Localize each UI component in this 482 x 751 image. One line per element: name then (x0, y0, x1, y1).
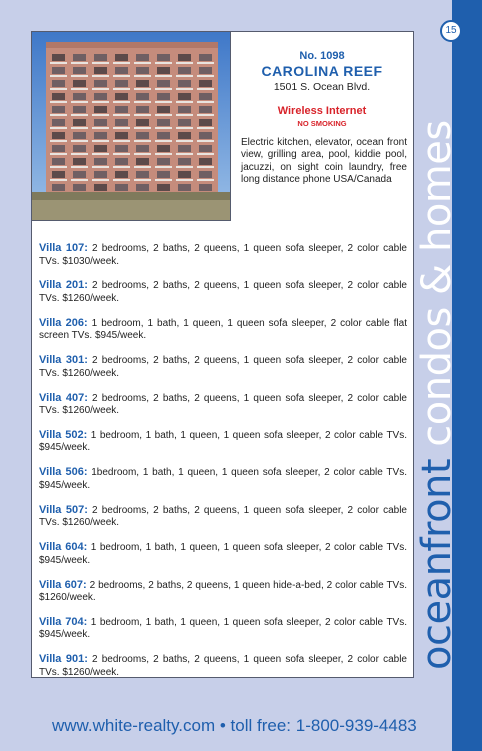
phone-label: toll free: (230, 716, 292, 735)
phone-number[interactable]: 1-800-939-4483 (295, 716, 417, 735)
villa-description: 1 bedroom, 1 bath, 1 queen, 1 queen sofa sleeper, 2 color cable flat screen TVs. $945/week. (39, 317, 407, 342)
villa-item (39, 242, 407, 279)
property-card (31, 31, 414, 678)
villa-name: Villa 407: (39, 391, 88, 404)
no-smoking-label: NO SMOKING (297, 119, 347, 128)
villa-name: Villa 301: (39, 354, 88, 367)
property-name: CAROLINA REEF (261, 63, 383, 79)
villa-name: Villa 506: (39, 466, 88, 479)
amenities-text: Electric kitchen, elevator, ocean front view, grilling area, pool, kiddie pool, jacuzzi, on sight coin laundry, free long distance phone USA/Canada (241, 137, 407, 185)
villa-name: Villa 502: (39, 428, 88, 441)
villa-item (39, 392, 407, 429)
section-title-vertical (414, 66, 460, 670)
page-number-badge: 15 (440, 20, 462, 42)
villa-name: Villa 201: (39, 279, 88, 292)
footer-separator: • (219, 716, 226, 735)
villa-item (39, 616, 407, 653)
villa-description: 1 bedroom, 1 bath, 1 queen, 1 queen sofa sleeper, 2 color cable TVs. $945/week. (39, 429, 407, 454)
villa-item (39, 429, 407, 466)
villa-item (39, 466, 407, 503)
villa-name: Villa 604: (39, 541, 88, 554)
villa-list (39, 242, 407, 691)
villa-description: 2 bedrooms, 2 baths, 2 queens, 1 queen sofa sleeper, 2 color cable TVs. $1260/week. (39, 654, 407, 678)
villa-item (39, 653, 407, 690)
villa-name: Villa 704: (39, 615, 88, 628)
property-number: No. 1098 (299, 50, 345, 62)
villa-item (39, 279, 407, 316)
footer-contact (52, 716, 417, 736)
website-link[interactable]: www.white-realty.com (52, 716, 216, 735)
villa-description: 1 bedroom, 1 bath, 1 queen, 1 queen sofa sleeper, 2 color cable TVs. $945/week. (39, 542, 407, 566)
villa-name: Villa 901: (39, 653, 88, 666)
villa-item (39, 317, 407, 354)
villa-name: Villa 507: (39, 503, 88, 516)
section-ampersand: & (414, 264, 460, 295)
section-word-condos: condos (414, 307, 460, 447)
villa-name: Villa 607: (39, 578, 87, 591)
villa-name: Villa 107: (39, 242, 88, 254)
section-word-homes: homes (414, 120, 460, 253)
villa-description: 1bedroom, 1 bath, 1 queen, 1 queen sofa sleeper, 2 color cable TVs. $945/week. (39, 467, 407, 491)
villa-item (39, 541, 407, 578)
villa-description: 2 bedrooms, 2 baths, 2 queens, 1 queen hide-a-bed, 2 color cable TVs. $1260/week. (39, 579, 407, 604)
villa-item (39, 504, 407, 541)
villa-description: 2 bedrooms, 2 baths, 2 queens, 1 queen sofa sleeper, 2 color cable TVs. $1260/week. (39, 392, 407, 417)
property-address: 1501 S. Ocean Blvd. (273, 81, 371, 93)
villa-description: 2 bedrooms, 2 baths, 2 queens, 1 queen sofa sleeper, 2 color cable TVs. $1030/week. (39, 243, 407, 267)
property-photo (32, 32, 231, 221)
wifi-label: Wireless Internet (277, 105, 367, 117)
villa-name: Villa 206: (39, 316, 88, 329)
villa-item (39, 354, 407, 391)
villa-description: 2 bedrooms, 2 baths, 2 queens, 1 queen sofa sleeper, 2 color cable TVs. $1260/week. (39, 504, 407, 529)
villa-description: 1 bedroom, 1 bath, 1 queen, 1 queen sofa sleeper, 2 color cable TVs. $945/week. (39, 616, 407, 641)
villa-description: 2 bedrooms, 2 baths, 2 queens, 1 queen sofa sleeper, 2 color cable TVs. $1260/week. (39, 355, 407, 379)
section-word-oceanfront: oceanfront (414, 458, 460, 670)
villa-item (39, 579, 407, 616)
villa-description: 2 bedrooms, 2 baths, 2 queens, 1 queen sofa sleeper, 2 color cable TVs. $1260/week. (39, 280, 407, 304)
property-header (237, 50, 407, 129)
